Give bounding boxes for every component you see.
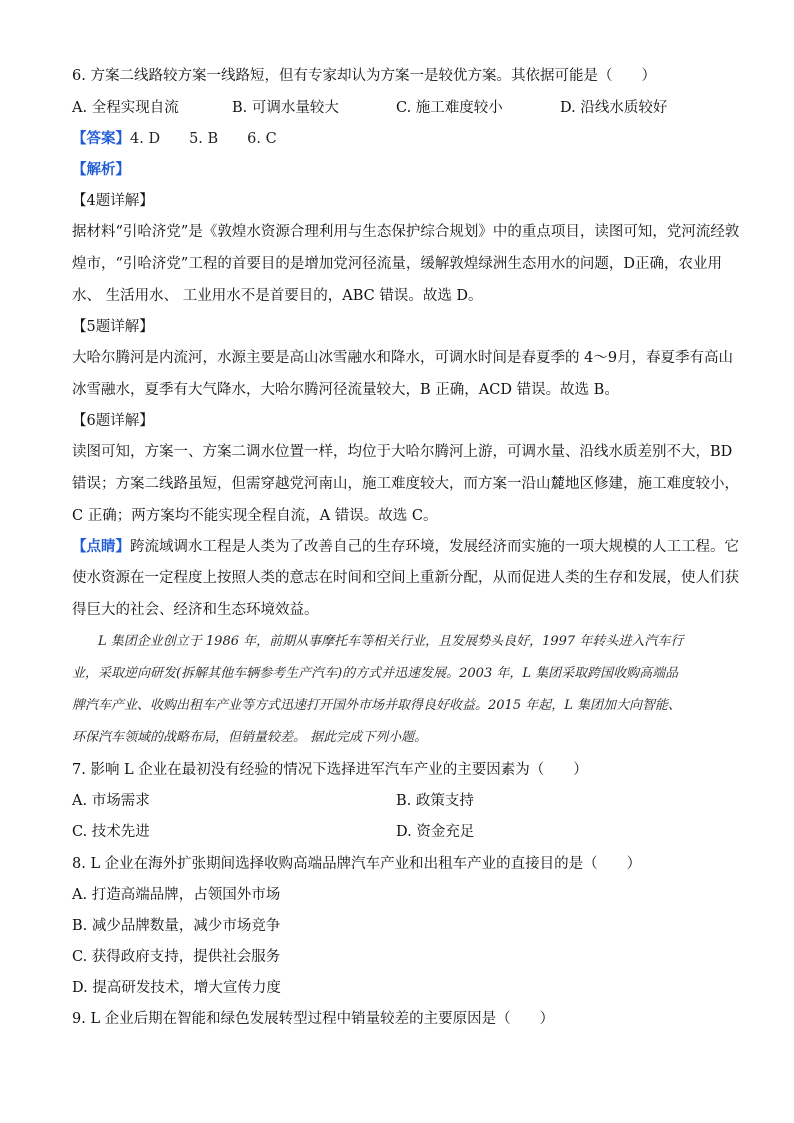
tip-line: 使水资源在一定程度上按照人类的意志在时间和空间上重新分配，从而促进人类的生存和发展，使人们获	[72, 570, 739, 586]
tip-text: 跨流域调水工程是人类为了改善自己的生存环境，发展经济而实施的一项大规模的人工工程。它	[130, 539, 739, 555]
q8-stem: 8. L 企业在海外扩张期间选择收购高端品牌汽车产业和出租车产业的直接目的是（ ）	[72, 856, 642, 872]
q6-option-a: A. 全程实现自流	[72, 100, 179, 116]
passage-line: L 集团企业创立于 1986 年，前期从事摩托车等相关行业，且发展势头良好，1997 年转头进入汽车行	[72, 634, 684, 649]
q7-option-c: C. 技术先进	[72, 824, 150, 840]
q9-stem: 9. L 企业后期在智能和绿色发展转型过程中销量较差的主要原因是（ ）	[72, 1011, 555, 1027]
passage-line: 牌汽车产业、收购出租车产业等方式迅速打开国外市场并取得良好收益。2015 年起，L 集团加大向智能、	[72, 698, 681, 713]
analysis-tag: 【解析】	[72, 161, 130, 178]
detail-4-line: 煌市，“引哈济党”工程的首要目的是增加党河径流量，缓解敦煌绿洲生态用水的问题，D正确，农业用	[72, 256, 722, 272]
detail-5-tag: 【5题详解】	[72, 319, 154, 335]
tip-line: 得巨大的社会、经济和生态环境效益。	[72, 602, 319, 618]
detail-4-tag: 【4题详解】	[72, 193, 154, 209]
detail-5-line: 大哈尔腾河是内流河，水源主要是高山冰雪融水和降水，可调水时间是春夏季的 4～9月，春夏季有高山	[72, 350, 734, 366]
detail-4-line: 据材料“引哈济党”是《敦煌水资源合理利用与生态保护综合规划》中的重点项目，读图可知，党河流经敦	[72, 224, 740, 240]
q7-option-a: A. 市场需求	[72, 793, 150, 809]
q7-stem: 7. 影响 L 企业在最初没有经验的情况下选择进军汽车产业的主要因素为（ ）	[72, 762, 588, 778]
detail-6-line: 错误；方案二线路虽短，但需穿越党河南山，施工难度较大，而方案一沿山麓地区修建，施工难度较小，	[72, 476, 739, 492]
q8-option-d: D. 提高研发技术，增大宣传力度	[72, 980, 281, 996]
q6-option-d: D. 沿线水质较好	[560, 100, 668, 116]
q7-option-d: D. 资金充足	[396, 824, 475, 840]
q8-option-a: A. 打造高端品牌，占领国外市场	[72, 887, 281, 903]
answer-text: 4. D 5. B 6. C	[130, 131, 277, 147]
passage-line: 业，采取逆向研发(拆解其他车辆参考生产汽车)的方式并迅速发展。2003 年，L 集团采取跨国收购高端品	[72, 666, 679, 681]
q8-option-b: B. 减少品牌数量，减少市场竞争	[72, 918, 281, 934]
tip-line	[72, 537, 739, 557]
detail-6-line: C 正确；两方案均不能实现全程自流，A 错误。故选 C。	[72, 508, 438, 524]
q7-option-b: B. 政策支持	[396, 793, 474, 809]
answer-line	[72, 129, 722, 149]
detail-6-line: 读图可知，方案一、方案二调水位置一样，均位于大哈尔腾河上游，可调水量、沿线水质差别不大，BD	[72, 444, 733, 460]
q8-option-c: C. 获得政府支持，提供社会服务	[72, 949, 281, 965]
detail-5-line: 冰雪融水，夏季有大气降水，大哈尔腾河径流量较大，B 正确，ACD 错误。故选 B。	[72, 382, 619, 398]
q6-option-b: B. 可调水量较大	[232, 100, 339, 116]
passage-line: 环保汽车领域的战略布局，但销量较差。 据此完成下列小题。	[72, 730, 428, 745]
tip-tag: 【点睛】	[72, 538, 130, 555]
q6-option-c: C. 施工难度较小	[396, 100, 503, 116]
detail-4-line: 水、 生活用水、 工业用水不是首要目的，ABC 错误。故选 D。	[72, 288, 483, 304]
detail-6-tag: 【6题详解】	[72, 413, 154, 429]
q6-stem: 6. 方案二线路较方案一线路短，但有专家却认为方案一是较优方案。其依据可能是（ ）	[72, 68, 656, 84]
answer-tag: 【答案】	[72, 130, 130, 147]
